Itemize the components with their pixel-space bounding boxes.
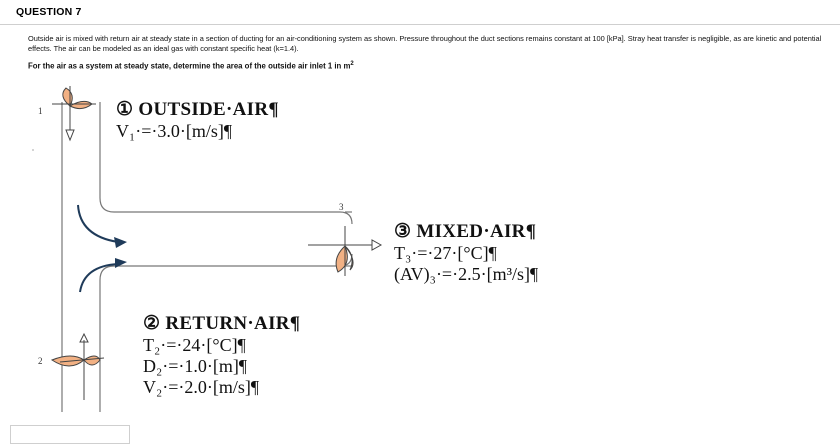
- return-air-velocity: V₂·=·2.0·[m/s]¶: [143, 377, 260, 397]
- return-air-diameter: D₂·=·1.0·[m]¶: [143, 356, 248, 376]
- mixed-air-temperature: T₃·=·27·[°C]¶: [394, 243, 497, 263]
- question-ask-exponent: 2: [350, 61, 354, 67]
- lower-flow-arrow: [80, 264, 118, 292]
- question-ask-text: For the air as a system at steady state, determine the area of the outside air inlet 1 in m: [28, 61, 351, 71]
- mixed-air-flow-rate: (AV)₃·=·2.5·[m³/s]¶: [394, 264, 539, 284]
- mixing-flow-arrows: [78, 205, 118, 292]
- outside-air-label: [116, 98, 279, 142]
- return-air-label: [143, 312, 300, 398]
- fan-3-icon: [308, 226, 381, 276]
- outside-air-velocity: V₁·=·3.0·[m/s]¶: [116, 121, 233, 141]
- fan-2-icon: [52, 334, 104, 400]
- mixed-air-title: ③ MIXED·AIR¶: [394, 221, 537, 242]
- upper-flow-arrowhead: [114, 237, 127, 248]
- answer-input[interactable]: [10, 425, 130, 444]
- state-number-1: 1: [38, 106, 43, 116]
- question-title: QUESTION 7: [16, 6, 82, 18]
- state-number-2: 2: [38, 356, 43, 366]
- fan-1-icon: [52, 86, 96, 140]
- state-number-3: 3: [339, 202, 344, 212]
- return-air-title: ② RETURN·AIR¶: [143, 313, 301, 334]
- outside-air-title: ① OUTSIDE·AIR¶: [116, 99, 279, 120]
- upper-flow-arrow: [78, 205, 118, 242]
- return-air-temperature: T₂·=·24·[°C]¶: [143, 335, 246, 355]
- question-body: Outside air is mixed with return air at steady state in a section of ducting for an air-conditioning system as shown. Pressure throughout the duct sections remains constant at 100 [kPa]. Stray heat transfer is negligible, as are kinetic and potential effects. The air can be modeled as an ideal gas with constant specific heat (k=1.4).: [28, 34, 822, 53]
- mixed-air-label: [394, 220, 538, 285]
